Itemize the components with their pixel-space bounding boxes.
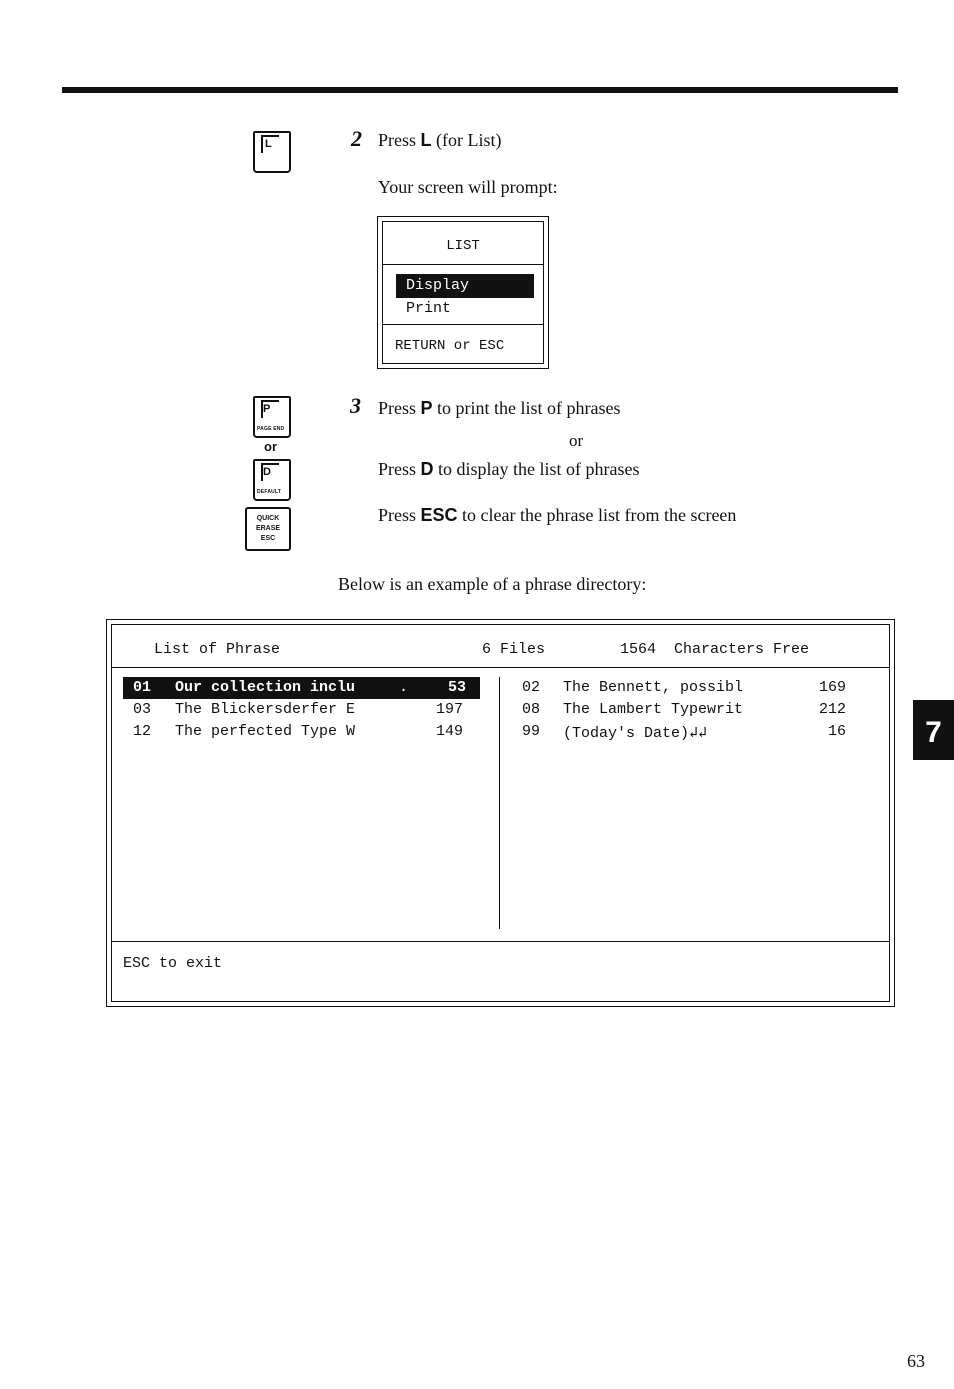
esc-key-icon — [245, 507, 291, 551]
d-key-text: D — [420, 459, 434, 479]
step-3-line-2: Press D to display the list of phrases — [378, 459, 640, 479]
phrase-row[interactable]: 08 The Lambert Typewrit 212 — [522, 701, 847, 718]
d-key-icon — [253, 459, 291, 501]
press-word: Press — [378, 130, 417, 150]
print-option[interactable]: Print — [406, 300, 452, 317]
below-text: Below is an example of a phrase directory: — [338, 574, 647, 594]
step-3-line-3: Press ESC to clear the phrase list from the screen — [378, 505, 737, 525]
d-key-sublabel: DEFAULT — [257, 489, 282, 495]
directory-title: List of Phrase — [154, 641, 281, 658]
phrase-row[interactable]: 99 (Today's Date)↲↲ 16 — [522, 723, 847, 742]
list-prompt-title: LIST — [446, 238, 480, 254]
p-key-sublabel: PAGE END — [257, 426, 285, 432]
step-3-number: 3 — [350, 393, 361, 418]
display-option[interactable]: Display — [396, 274, 534, 298]
step-2-number: 2 — [351, 126, 362, 151]
l-key-label: L — [265, 138, 272, 150]
page-number: 63 — [907, 1351, 925, 1371]
esc-key-labels: QUICK ERASE ESC — [255, 515, 281, 542]
d-key-label: D — [263, 466, 271, 478]
l-key-text: L — [420, 130, 432, 150]
list-prompt-footer: RETURN or ESC — [395, 338, 505, 354]
list-prompt-box — [377, 216, 549, 369]
top-rule — [62, 87, 898, 93]
directory-footer: ESC to exit — [123, 955, 223, 972]
esc-key-text: ESC — [420, 505, 458, 525]
phrase-row[interactable]: 02 The Bennett, possibl 169 — [522, 679, 847, 696]
step-2-instruction — [378, 130, 502, 151]
column-divider — [499, 677, 500, 929]
phrase-row[interactable]: 03 The Blickersderfer E 197 — [133, 701, 464, 718]
key-or: or — [264, 439, 277, 454]
p-key-icon — [253, 396, 291, 438]
directory-files: 6 Files — [482, 641, 546, 658]
phrase-directory — [106, 619, 895, 1007]
directory-free: 1564 Characters Free — [620, 641, 810, 658]
phrase-row[interactable]: 12 The perfected Type W 149 — [133, 723, 464, 740]
p-key-text: P — [420, 398, 433, 418]
chapter-tab: 7 — [913, 700, 954, 760]
step-2-rest: (for List) — [436, 130, 502, 150]
phrase-row[interactable]: 01 Our collection inclu . 53 — [123, 677, 480, 699]
step-3-or: or — [569, 431, 584, 450]
l-key-icon — [253, 131, 291, 173]
p-key-label: P — [263, 403, 271, 415]
prompt-intro: Your screen will prompt: — [378, 177, 558, 197]
step-3-line-1: Press P to print the list of phrases — [378, 398, 621, 418]
